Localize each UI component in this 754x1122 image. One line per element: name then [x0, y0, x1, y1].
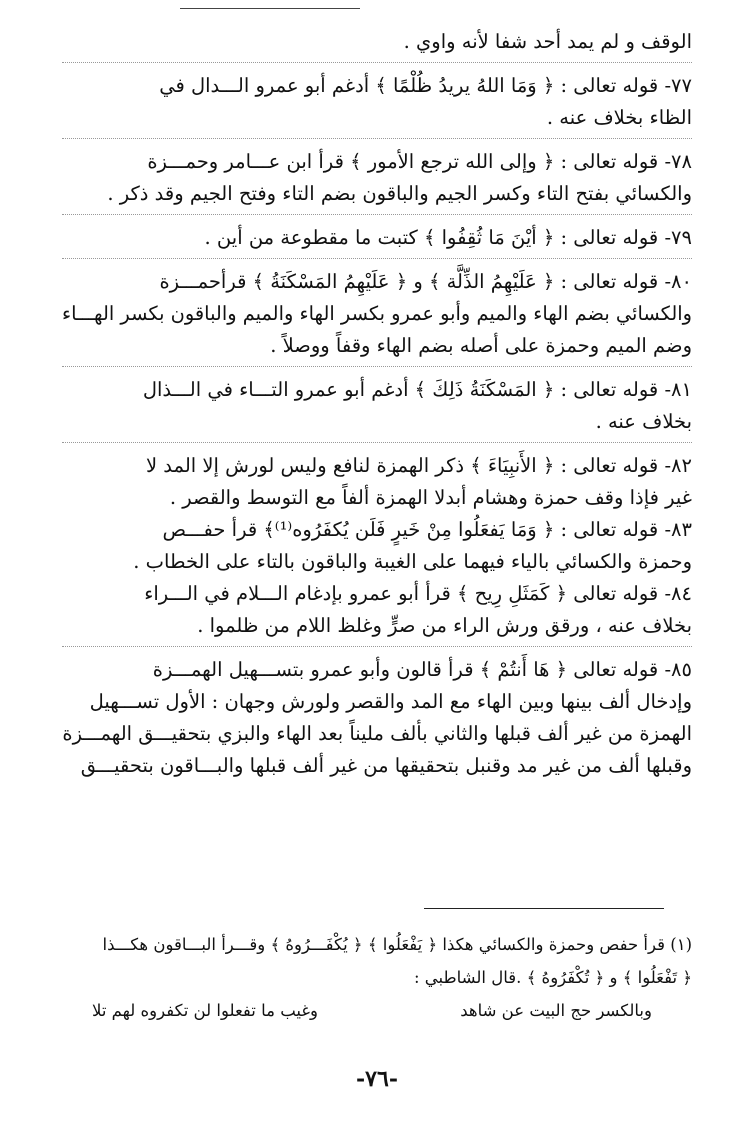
body-line: وقبلها ألف من غير مد وقنبل بتحقيقها من غير ألف قبلها والبـــاقون بتحقيـــق: [80, 754, 692, 777]
body-line: الوقف و لم يمد أحد شفا لأنه واوي .: [403, 30, 692, 53]
body-line: ٨٢- قوله تعالى : ﴿ الأَنبِيَاءَ ﴾ ذكر الهمزة لنافع وليس لورش إلا المد لا: [145, 454, 692, 477]
body-line: ٨٠- قوله تعالى : ﴿ عَلَيْهِمُ الذِّلَّة ﴾ و ﴿ عَلَيْهِمُ المَسْكَنَةُ ﴾ قرأحمـــزة: [159, 270, 692, 293]
body-line: بخلاف عنه ، ورقق ورش الراء من صرٍّ وغلظ اللام من ظلموا .: [197, 614, 692, 637]
body-line: وحمزة والكسائي بالياء فيهما على الغيبة والباقون بالتاء على الخطاب .: [133, 550, 692, 573]
body-line: ٨٤- قوله تعالى ﴿ كَمَثَلِ رِيح ﴾ قرأ أبو عمرو بإدغام الـــلام في الـــراء: [144, 582, 692, 605]
separator: [62, 258, 692, 260]
body-line: الهمزة من غير ألف قبلها والثاني بألف مليناً بعد الهاء والبزي بتحقيـــق الهمـــزة: [62, 722, 692, 745]
separator: [62, 366, 692, 368]
body-line: وإدخال ألف بينها وبين الهاء مع المد والقصر ولورش وجهان : الأول تســـهيل: [89, 690, 692, 713]
body-line: ٨١- قوله تعالى : ﴿ المَسْكَنَةُ ذَلِكَ ﴾ أدغم أبو عمرو التـــاء في الـــذال: [142, 378, 692, 401]
verse-hemistich-left: وغيب ما تفعلوا لن تكفروه لهم تلا: [92, 1001, 318, 1020]
body-line: ٧٧- قوله تعالى : ﴿ وَمَا اللهُ يريدُ ظُلْمًا ﴾ أدغم أبو عمرو الـــدال في: [159, 74, 692, 97]
body-line: غير فإذا وقف حمزة وهشام أبدلا الهمزة ألفاً مع التوسط والقصر .: [169, 486, 692, 509]
body-line: الظاء بخلاف عنه .: [546, 106, 692, 129]
body-line: بخلاف عنه .: [595, 410, 692, 433]
body-line: ٧٨- قوله تعالى : ﴿ وإلى الله ترجع الأمور ﴾ قرأ ابن عـــامر وحمـــزة: [147, 150, 692, 173]
separator: [62, 442, 692, 444]
body-line: ٨٥- قوله تعالى ﴿ هَا أَنتُمْ ﴾ قرأ قالون وأبو عمرو بتســـهيل الهمـــزة: [152, 658, 692, 681]
footnote-rule: [424, 908, 664, 909]
poem-verse: [62, 994, 692, 1027]
body-line: والكسائي بضم الهاء والميم وأبو عمرو بكسر الهاء والميم والباقون بكسر الهـــاء: [61, 302, 692, 325]
separator: [62, 62, 692, 64]
page-body: [62, 26, 692, 782]
verse-hemistich-right: وبالكسر حج البيت عن شاهد: [460, 1001, 652, 1020]
footnote-line: ﴿ تَفْعَلُوا ﴾ و ﴿ تُكْفَرُوهُ ﴾ .قال الشاطبي :: [413, 968, 692, 987]
separator: [62, 646, 692, 648]
body-line: ٧٩- قوله تعالى : ﴿ أيْنَ مَا ثُقِفُوا ﴾ كتبت ما مقطوعة من أين .: [204, 226, 692, 249]
footnote: [62, 928, 692, 1027]
body-line: والكسائي بفتح التاء وكسر الجيم والباقون بضم التاء وفتح الجيم وقد ذكر .: [107, 182, 692, 205]
separator: [62, 214, 692, 216]
body-line: ٨٣- قوله تعالى : ﴿ وَمَا يَفعَلُوا مِنْ خَيرٍ فَلَن يُكفَرُوه⁽¹⁾﴾ قرأ حفـــص: [162, 518, 692, 541]
header-rule: [180, 8, 360, 9]
separator: [62, 138, 692, 140]
footnote-line: (١) قرأ حفص وحمزة والكسائي هكذا ﴿ يَفْعَلُوا ﴾ ﴿ يُكْفَـــرُوهُ ﴾ وقـــرأ البـــاقون هكـــذا: [102, 935, 692, 954]
body-line: وضم الميم وحمزة على أصله بضم الهاء وقفاً ووصلاً .: [270, 334, 692, 357]
page-number: -٧٦-: [356, 1066, 398, 1092]
